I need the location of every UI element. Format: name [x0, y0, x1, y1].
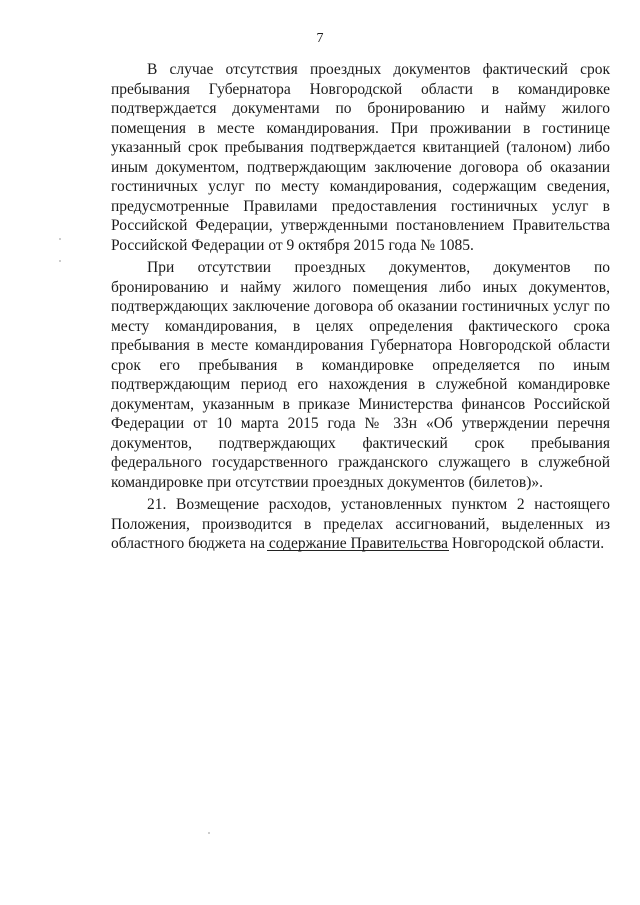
- scan-speck: [59, 260, 61, 262]
- scan-speck: [59, 238, 61, 240]
- end-divider-line: [267, 550, 449, 551]
- document-body: [111, 60, 610, 554]
- paragraph-no-documents-alternative: При отсутствии проездных документов, документов по бронированию и найму жилого помещения либо иных документов, подтверждающих заключение договора об оказании гостиничных услуг по месту командирования, в целях определения фактического срока пребывания в месте командирования Губернатора Новгородской области срок его пребывания в командировке определяется по иным подтверждающим период его нахождения в служебной командировке документам, указанным в приказе Министерства финансов Российской Федерации от 10 марта 2015 года № 33н «Об утверждении перечня документов, подтверждающих фактический срок пребывания федерального государственного гражданского служащего в служебной командировке при отсутствии проездных документов (билетов)».: [111, 259, 610, 491]
- paragraph-missing-travel-documents: В случае отсутствия проездных документов фактический срок пребывания Губернатора Новгородской области в командировке подтверждается документами по бронированию и найму жилого помещения в месте командирования. При проживании в гостинице указанный срок пребывания подтверждается квитанцией (талоном) либо иным документом, подтверждающим заключение договора об оказании гостиничных услуг по месту командирования, содержащим сведения, предусмотренные Правилами предоставления гостиничных услуг в Российской Федерации, утвержденными постановлением Правительства Российской Федерации от 9 октября 2015 года № 1085.: [111, 61, 610, 254]
- page-number: 7: [316, 31, 324, 46]
- scan-speck: [208, 832, 210, 834]
- paragraph-clause-21: 21. Возмещение расходов, установленных пунктом 2 настоящего Положения, производится в пределах ассигнований, выделенных из областного бюджета на содержание Правительства Новгородской области.: [111, 496, 610, 552]
